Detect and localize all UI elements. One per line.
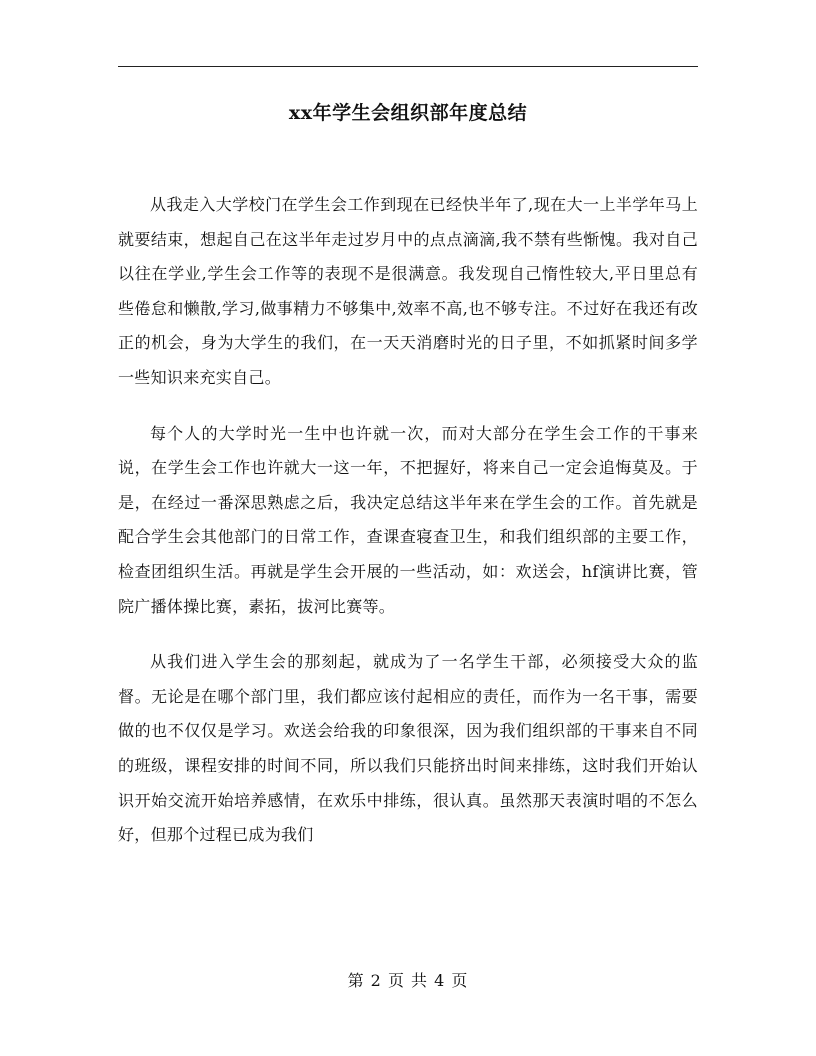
header-rule	[118, 66, 698, 67]
paragraph-1: 从我走入大学校门在学生会工作到现在已经快半年了,现在大一上半学年马上就要结束，想起自己在这半年走过岁月中的点点滴滴,我不禁有些惭愧。我对自己以往在学业,学生会工作等的表现不是很满意。我发现自己惰性较大,平日里总有些倦怠和懒散,学习,做事精力不够集中,效率不高,也不够专注。不过好在我还有改正的机会，身为大学生的我们，在一天天消磨时光的日子里，不如抓紧时间多学一些知识来充实自己。	[118, 195, 698, 387]
document-title: xx年学生会组织部年度总结	[288, 102, 528, 124]
document-body	[118, 188, 698, 874]
paragraph-3: 从我们进入学生会的那刻起，就成为了一名学生干部，必须接受大众的监督。无论是在哪个部门里，我们都应该付起相应的责任，而作为一名干事，需要做的也不仅仅是学习。欢送会给我的印象很深，因为我们组织部的干事来自不同的班级，课程安排的时间不同，所以我们只能挤出时间来排练，这时我们开始认识开始交流开始培养感情，在欢乐中排练，很认真。虽然那天表演时唱的不怎么好，但那个过程已成为我们	[118, 652, 698, 845]
page-number-footer: 第 2 页 共 4 页	[347, 971, 469, 990]
paragraph-2: 每个人的大学时光一生中也许就一次，而对大部分在学生会工作的干事来说，在学生会工作也许就大一这一年，不把握好，将来自己一定会追悔莫及。于是，在经过一番深思熟虑之后，我决定总结这半年来在学生会的工作。首先就是配合学生会其他部门的日常工作，查课查寝查卫生，和我们组织部的主要工作，检查团组织生活。再就是学生会开展的一些活动，如：欢送会，hf演讲比赛，管院广播体操比赛，素拓，拔河比赛等。	[118, 423, 698, 616]
